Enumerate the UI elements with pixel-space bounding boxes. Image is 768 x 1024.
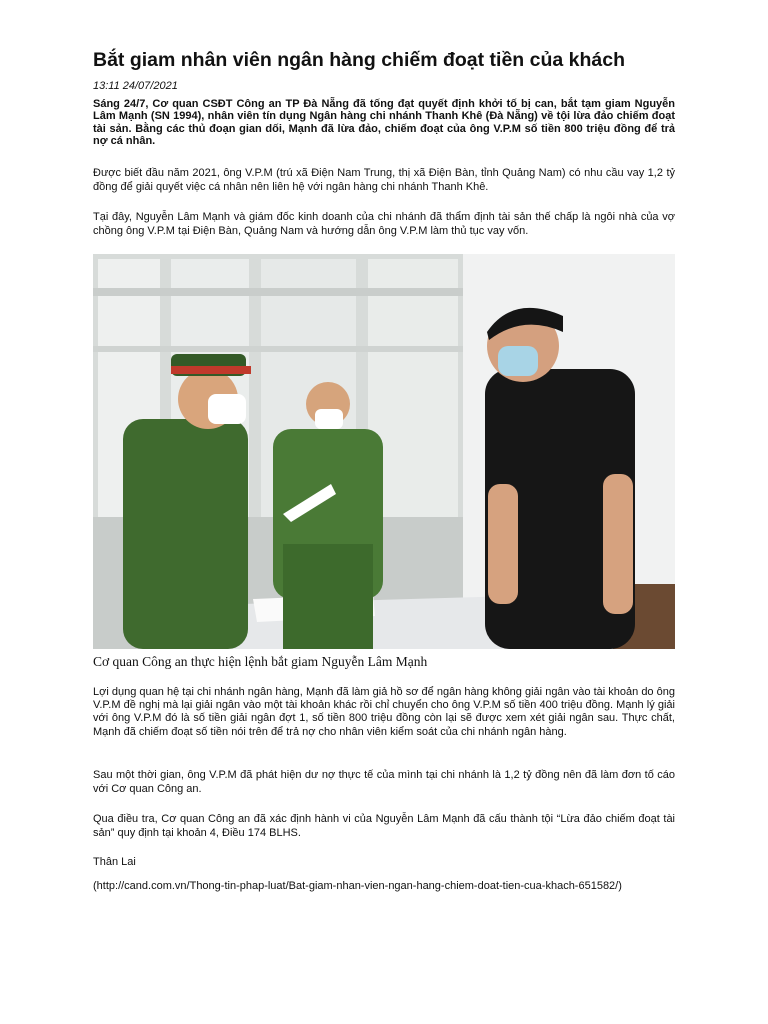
article-author: Thân Lai (93, 856, 136, 868)
article-photo (93, 254, 675, 649)
paragraph-3: Lợi dụng quan hệ tại chi nhánh ngân hàng, Mạnh đã làm giả hồ sơ để ngân hàng không giải ngân vào tài khoản do ông V.P.M đề nghị mà lại giải ngân vào một tài khoản khác rồi chỉ chuyển cho ông V.P.M số tiền 400 triệu đồng. Mạnh lý giải với ông V.P.M đó là số tiền giải ngân đợt 1, số tiền 800 triệu đồng còn lại sẽ được xem xét giải ngân sau. Thực chất, Mạnh đã chiếm đoạt số tiền nói trên để trả nợ cho nhân viên kiểm soát của chi nhánh ngân hàng. (93, 686, 675, 738)
article-lead: Sáng 24/7, Cơ quan CSĐT Công an TP Đà Nẵng đã tống đạt quyết định khởi tố bị can, bắt tạm giam Nguyễn Lâm Mạnh (SN 1994), nhân viên tín dụng Ngân hàng chi nhánh Thanh Khê (Đà Nẵng) về tội lừa đảo chiếm đoạt tài sản. Bằng các thủ đoạn gian dối, Mạnh đã lừa đảo, chiếm đoạt của ông V.P.M số tiền 800 triệu đồng để trả nợ cá nhân. (93, 98, 675, 148)
article-title: Bắt giam nhân viên ngân hàng chiếm đoạt tiền của khách (93, 49, 626, 71)
article-source-link[interactable]: (http://cand.com.vn/Thong-tin-phap-luat/Bat-giam-nhan-vien-ngan-hang-chiem-doat-tien-cua-khach-651582/) (93, 880, 622, 892)
article-datetime: 13:11 24/07/2021 (93, 80, 178, 92)
paragraph-5: Qua điều tra, Cơ quan Công an đã xác định hành vi của Nguyễn Lâm Mạnh đã cấu thành tội “Lừa đảo chiếm đoạt tài sản” quy định tại khoản 4, Điều 174 BLHS. (93, 813, 675, 839)
police-arrest-photo (93, 254, 675, 649)
photo-caption: Cơ quan Công an thực hiện lệnh bắt giam Nguyễn Lâm Mạnh (93, 654, 428, 669)
paragraph-1: Được biết đầu năm 2021, ông V.P.M (trú xã Điện Nam Trung, thị xã Điện Bàn, tỉnh Quảng Nam) có nhu cầu vay 1,2 tỷ đồng để giải quyết việc cá nhân nên liên hệ với ngân hàng chi nhánh Thanh Khê. (93, 167, 675, 193)
paragraph-2: Tại đây, Nguyễn Lâm Mạnh và giám đốc kinh doanh của chi nhánh đã thẩm định tài sản thế chấp là ngôi nhà của vợ chồng ông V.P.M tại Điện Bàn, Quảng Nam và hướng dẫn ông V.P.M làm thủ tục vay vốn. (93, 211, 675, 237)
paragraph-4: Sau một thời gian, ông V.P.M đã phát hiện dư nợ thực tế của mình tại chi nhánh là 1,2 tỷ đồng nên đã làm đơn tố cáo với Cơ quan Công an. (93, 769, 675, 795)
